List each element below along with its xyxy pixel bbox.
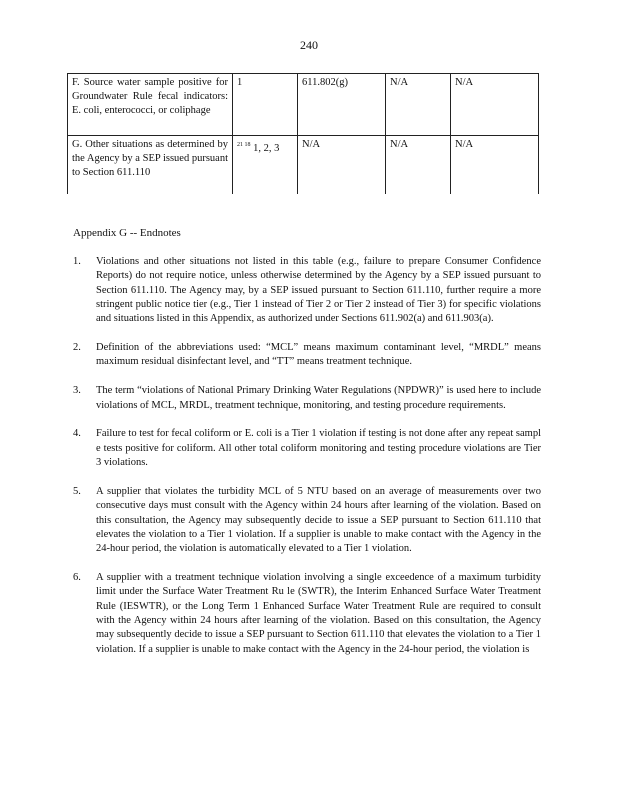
citation-cell: 611.802(g) <box>298 74 386 136</box>
na-cell: N/A <box>386 74 451 136</box>
tier-cell <box>233 136 298 194</box>
table-row <box>68 136 539 194</box>
na-cell: N/A <box>451 74 539 136</box>
endnote-text: Definition of the abbreviations used: “MCL” means maximum contaminant level, “MRDL” means maximum residual disinfectant level, and “TT” means treatment technique. <box>96 342 541 368</box>
footnote-marker: 21 18 <box>237 142 251 148</box>
situation-cell: G. Other situations as determined by the Agency by a SEP issued pursuant to Section 611.110 <box>68 136 233 194</box>
endnote-item <box>73 384 541 413</box>
page-number: 240 <box>300 38 318 52</box>
endnote-item <box>73 571 541 657</box>
endnote-number: 5. <box>73 485 81 497</box>
endnote-item <box>73 341 541 370</box>
endnote-item <box>73 485 541 556</box>
citation-cell: N/A <box>298 136 386 194</box>
endnote-number: 3. <box>73 385 81 397</box>
endnote-text: A supplier that violates the turbidity MCL of 5 NTU based on an average of measurements over two consecutive days must consult with the Agency within 24 hours after learning of the violation. Based on this consultation, the Agency may subsequently decide to issue a SEP pursuant to Section 611.110 that elevates the violation to a Tier 1 violation. If a supplier is unable to make contact with the Agency in the 24-hour period, the violation is automatically elevated to a Tier 1 violation. <box>96 485 541 555</box>
endnotes-heading: Appendix G -- Endnotes <box>73 227 181 239</box>
na-cell: N/A <box>451 136 539 194</box>
tier-cell <box>233 74 298 136</box>
endnote-number: 2. <box>73 342 81 354</box>
tier-value: 1, 2, 3 <box>253 143 280 154</box>
endnote-number: 4. <box>73 428 81 440</box>
endnote-item <box>73 427 541 470</box>
endnote-text: Violations and other situations not listed in this table (e.g., failure to prepare Consumer Confidence Reports) do not require notice, unless otherwise determined by the Agency by a SEP issued pursuant to Section 611.110. The Agency may, by a SEP issued pursuant to Section 611.110, further require a more stringent public notice tier (e.g., Tier 1 instead of Tier 2 or Tier 2 instead of Tier 3) for specific violations and situations listed in this Appendix, as authorized under Sections 611.902(a) and 611.903(a). <box>96 256 541 325</box>
endnote-item <box>73 255 541 326</box>
na-cell: N/A <box>386 136 451 194</box>
tier-value: 1 <box>237 77 243 88</box>
endnote-text: Failure to test for fecal coliform or E. coli is a Tier 1 violation if testing is not done after any repeat sampl e tests positive for coliform. All other total coliform monitoring and testing procedure violations are Tier 3 violations. <box>96 428 541 469</box>
table-row <box>68 74 539 136</box>
endnote-number: 1. <box>73 256 81 267</box>
situation-cell: F. Source water sample positive for Groundwater Rule fecal indicators: E. coli, enterococci, or coliphage <box>68 74 233 136</box>
endnote-text: The term “violations of National Primary Drinking Water Regulations (NPDWR)” is used here to include violations of MCL, MRDL, treatment technique, monitoring, and testing procedure requirements. <box>96 385 541 411</box>
endnotes-list <box>73 255 541 671</box>
endnote-text: A supplier with a treatment technique violation involving a single exceedence of a maximum turbidity limit under the Surface Water Treatment Ru le (SWTR), the Interim Enhanced Surface Water Treatment Rule (IESWTR), or the Long Term 1 Enhanced Surface Water Treatment Rule are required to consult with the Agency within 24 hours after learning of the violation. Based on this consultation, the Agency may subsequently decide to issue a SEP pursuant to Section 611.110 that elevates the violation to a Tier 1 violation. If a supplier is unable to make contact with the Agency in the 24-hour period, the violation is <box>96 572 541 655</box>
public-notice-tier-table <box>67 73 539 194</box>
endnote-number: 6. <box>73 572 81 584</box>
